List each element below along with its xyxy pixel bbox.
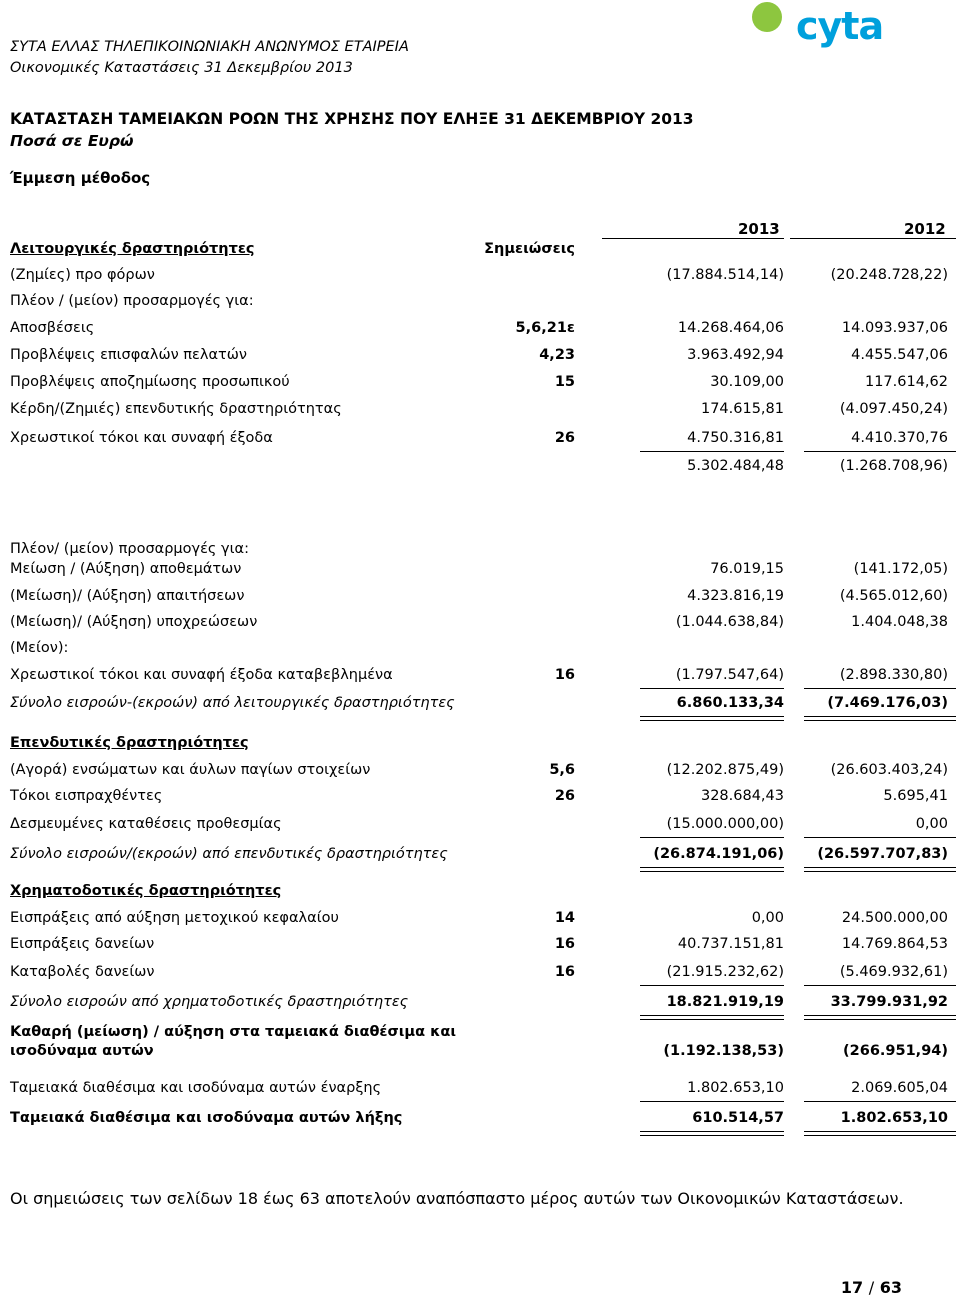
table-row [0, 558, 960, 580]
table-row [0, 692, 960, 714]
row-label: Καθαρή (μείωση) / αύξηση στα ταμειακά διαθέσιμα και [10, 1024, 457, 1040]
logo-dot-icon [752, 2, 782, 32]
note-ref: 16 [554, 936, 575, 952]
notes-column-header: Σημειώσεις [484, 241, 575, 257]
row-label: Πλέον / (μείον) προσαρμογές για: [10, 293, 254, 309]
value-2012: 4.410.370,76 [851, 430, 948, 446]
row-label: (Μείωση)/ (Αύξηση) απαιτήσεων [10, 588, 245, 604]
value-2013: 328.684,43 [700, 788, 784, 804]
row-label: ισοδύναμα αυτών [10, 1043, 154, 1059]
row-label: Ταμειακά διαθέσιμα και ισοδύναμα αυτών έναρξης [10, 1080, 382, 1096]
value-2013: 4.323.816,19 [687, 588, 784, 604]
value-2013: 1.802.653,10 [687, 1080, 784, 1096]
row-label: Μείωση / (Αύξηση) αποθεμάτων [10, 561, 242, 577]
total-line-2012 [804, 837, 956, 838]
row-label: Προβλέψεις αποζημίωσης προσωπικού [10, 374, 290, 390]
value-2013: 610.514,57 [692, 1110, 784, 1126]
logo-wordmark: cyta [796, 4, 884, 48]
table-row [0, 585, 960, 607]
table-row [0, 398, 960, 420]
table-row [0, 264, 960, 286]
subtotal-2012: (1.268.708,96) [839, 458, 948, 474]
table-row [0, 813, 960, 835]
value-2012: 5.695,41 [883, 788, 948, 804]
value-2013: (21.915.232,62) [666, 964, 784, 980]
double-line-2012 [804, 716, 956, 721]
note-ref: 4,23 [539, 347, 575, 363]
value-2012: 1.802.653,10 [840, 1110, 948, 1126]
subtotal-line-2012 [804, 451, 956, 452]
row-label: Χρεωστικοί τόκοι και συναφή έξοδα [10, 430, 273, 446]
table-row [0, 455, 960, 477]
note-ref: 26 [554, 788, 575, 804]
value-2012: 14.093.937,06 [841, 320, 948, 336]
value-2012: 14.769.864,53 [841, 936, 948, 952]
double-line-2013 [640, 716, 784, 721]
statement-title: ΚΑΤΑΣΤΑΣΗ ΤΑΜΕΙΑΚΩΝ ΡΟΩΝ ΤΗΣ ΧΡΗΣΗΣ ΠΟΥ ΕΛΗΞΕ 31 ΔΕΚΕΜΒΡΙΟΥ 2013 [10, 110, 694, 128]
total-2013: (26.874.191,06) [653, 846, 784, 862]
table-row [0, 637, 960, 659]
row-label: Προβλέψεις επισφαλών πελατών [10, 347, 247, 363]
row-label: Σύνολο εισροών/(εκροών) από επενδυτικές δραστηριότητες [10, 846, 448, 862]
row-label: (Μείωση)/ (Αύξηση) υποχρεώσεων [10, 614, 258, 630]
page-total: 63 [879, 1278, 902, 1297]
total-2013: 6.860.133,34 [676, 695, 784, 711]
method-label: Έμμεση μέθοδος [10, 169, 151, 187]
value-2012: (4.565.012,60) [839, 588, 948, 604]
note-ref: 15 [554, 374, 575, 390]
double-line-2012 [804, 1131, 956, 1136]
row-label: Εισπράξεις από αύξηση μετοχικού κεφαλαίου [10, 910, 339, 926]
value-2012: 24.500.000,00 [841, 910, 948, 926]
total-2012: (7.469.176,03) [827, 695, 948, 711]
row-label: Σύνολο εισροών-(εκροών) από λειτουργικές δραστηριότητες [10, 695, 455, 711]
total-2013: 18.821.919,19 [666, 994, 784, 1010]
row-label: (Μείον): [10, 640, 69, 656]
table-row [0, 843, 960, 865]
footer-note: Οι σημειώσεις των σελίδων 18 έως 63 αποτελούν αναπόσπαστο μέρος αυτών των Οικονομικών Καταστάσεων. [10, 1189, 904, 1208]
value-2012: (4.097.450,24) [839, 401, 948, 417]
note-ref: 26 [554, 430, 575, 446]
value-2013: (1.044.638,84) [675, 614, 784, 630]
table-row [0, 1077, 960, 1099]
company-title: ΣΥΤΑ ΕΛΛΑΣ ΤΗΛΕΠΙΚΟΙΝΩΝΙΑΚΗ ΑΝΩΝΥΜΟΣ ΕΤΑΙΡΕΙΑ [10, 39, 409, 55]
double-line-2012 [804, 1015, 956, 1020]
value-2013: 40.737.151,81 [677, 936, 784, 952]
note-ref: 14 [554, 910, 575, 926]
row-label: Δεσμευμένες καταθέσεις προθεσμίας [10, 816, 282, 832]
double-line-2013 [640, 1015, 784, 1020]
note-ref: 5,6,21ε [515, 320, 575, 336]
value-2013: 174.615,81 [700, 401, 784, 417]
value-2012: (2.898.330,80) [839, 667, 948, 683]
row-label: (Αγορά) ενσώματων και άυλων παγίων στοιχείων [10, 762, 371, 778]
value-2012: 0,00 [915, 816, 948, 832]
value-2012: (26.603.403,24) [830, 762, 948, 778]
section-heading: Χρηματοδοτικές δραστηριότητες [10, 883, 282, 899]
table-row [0, 371, 960, 393]
value-2013: 76.019,15 [710, 561, 784, 577]
value-2012: 4.455.547,06 [851, 347, 948, 363]
table-row [0, 344, 960, 366]
row-label: Ταμειακά διαθέσιμα και ισοδύναμα αυτών λήξης [10, 1110, 403, 1126]
value-2013: (1.797.547,64) [675, 667, 784, 683]
value-2013: (17.884.514,14) [666, 267, 784, 283]
table-row [0, 933, 960, 955]
value-2013: (15.000.000,00) [666, 816, 784, 832]
value-2013: 0,00 [751, 910, 784, 926]
value-2013: (12.202.875,49) [666, 762, 784, 778]
year-2012-header: 2012 [904, 220, 946, 238]
table-row [0, 1040, 960, 1062]
table-row [0, 907, 960, 929]
row-label: Πλέον/ (μείον) προσαρμογές για: [10, 541, 249, 557]
total-line-2013 [640, 837, 784, 838]
table-row [0, 759, 960, 781]
table-row [0, 664, 960, 686]
table-row [0, 732, 960, 754]
note-ref: 16 [554, 964, 575, 980]
table-row [0, 991, 960, 1013]
double-line-2013 [640, 867, 784, 872]
table-row [0, 538, 960, 560]
subtotal-2013: 5.302.484,48 [687, 458, 784, 474]
value-2013: 14.268.464,06 [677, 320, 784, 336]
value-2012: 1.404.048,38 [851, 614, 948, 630]
subtotal-line-2013 [640, 451, 784, 452]
total-line-2013 [640, 1101, 784, 1102]
note-ref: 16 [554, 667, 575, 683]
row-label: Χρεωστικοί τόκοι και συναφή έξοδα καταβεβλημένα [10, 667, 393, 683]
table-row [0, 611, 960, 633]
page-current: 17 [840, 1278, 864, 1297]
value-2012: (20.248.728,22) [830, 267, 948, 283]
year-2013-header: 2013 [738, 220, 780, 238]
value-2012: (266.951,94) [843, 1043, 948, 1059]
total-line-2012 [804, 688, 956, 689]
row-label: Εισπράξεις δανείων [10, 936, 155, 952]
row-label: Καταβολές δανείων [10, 964, 155, 980]
table-row [0, 290, 960, 312]
row-label: (Ζημίες) προ φόρων [10, 267, 155, 283]
total-line-2013 [640, 688, 784, 689]
row-label: Λειτουργικές δραστηριότητες [10, 241, 255, 257]
double-line-2012 [804, 867, 956, 872]
table-row [0, 238, 960, 260]
cyta-logo [752, 2, 952, 48]
double-line-2013 [640, 1131, 784, 1136]
row-label: Σύνολο εισροών από χρηματοδοτικές δραστηριότητες [10, 994, 409, 1010]
table-row [0, 317, 960, 339]
table-row [0, 785, 960, 807]
value-2013: 3.963.492,94 [687, 347, 784, 363]
statement-subtitle: Ποσά σε Ευρώ [10, 132, 134, 150]
table-row [0, 1107, 960, 1129]
row-label: Αποσβέσεις [10, 320, 95, 336]
page-separator: / [868, 1278, 875, 1297]
table-row [0, 427, 960, 449]
value-2013: 4.750.316,81 [687, 430, 784, 446]
note-ref: 5,6 [549, 762, 575, 778]
section-heading: Επενδυτικές δραστηριότητες [10, 735, 249, 751]
row-label: Τόκοι εισπραχθέντες [10, 788, 163, 804]
value-2012: 2.069.605,04 [851, 1080, 948, 1096]
table-row [0, 961, 960, 983]
value-2012: (141.172,05) [853, 561, 948, 577]
table-row [0, 880, 960, 902]
report-title: Οικονομικές Καταστάσεις 31 Δεκεμβρίου 2013 [10, 60, 353, 76]
value-2012: (5.469.932,61) [839, 964, 948, 980]
value-2013: (1.192.138,53) [663, 1043, 784, 1059]
total-2012: 33.799.931,92 [830, 994, 948, 1010]
total-2012: (26.597.707,83) [817, 846, 948, 862]
row-label: Κέρδη/(Ζημιές) επενδυτικής δραστηριότητας [10, 401, 342, 417]
value-2012: 117.614,62 [864, 374, 948, 390]
company-name [10, 37, 409, 79]
total-line-2013 [640, 985, 784, 986]
value-2013: 30.109,00 [710, 374, 784, 390]
total-line-2012 [804, 985, 956, 986]
page-number [841, 1278, 902, 1297]
total-line-2012 [804, 1101, 956, 1102]
